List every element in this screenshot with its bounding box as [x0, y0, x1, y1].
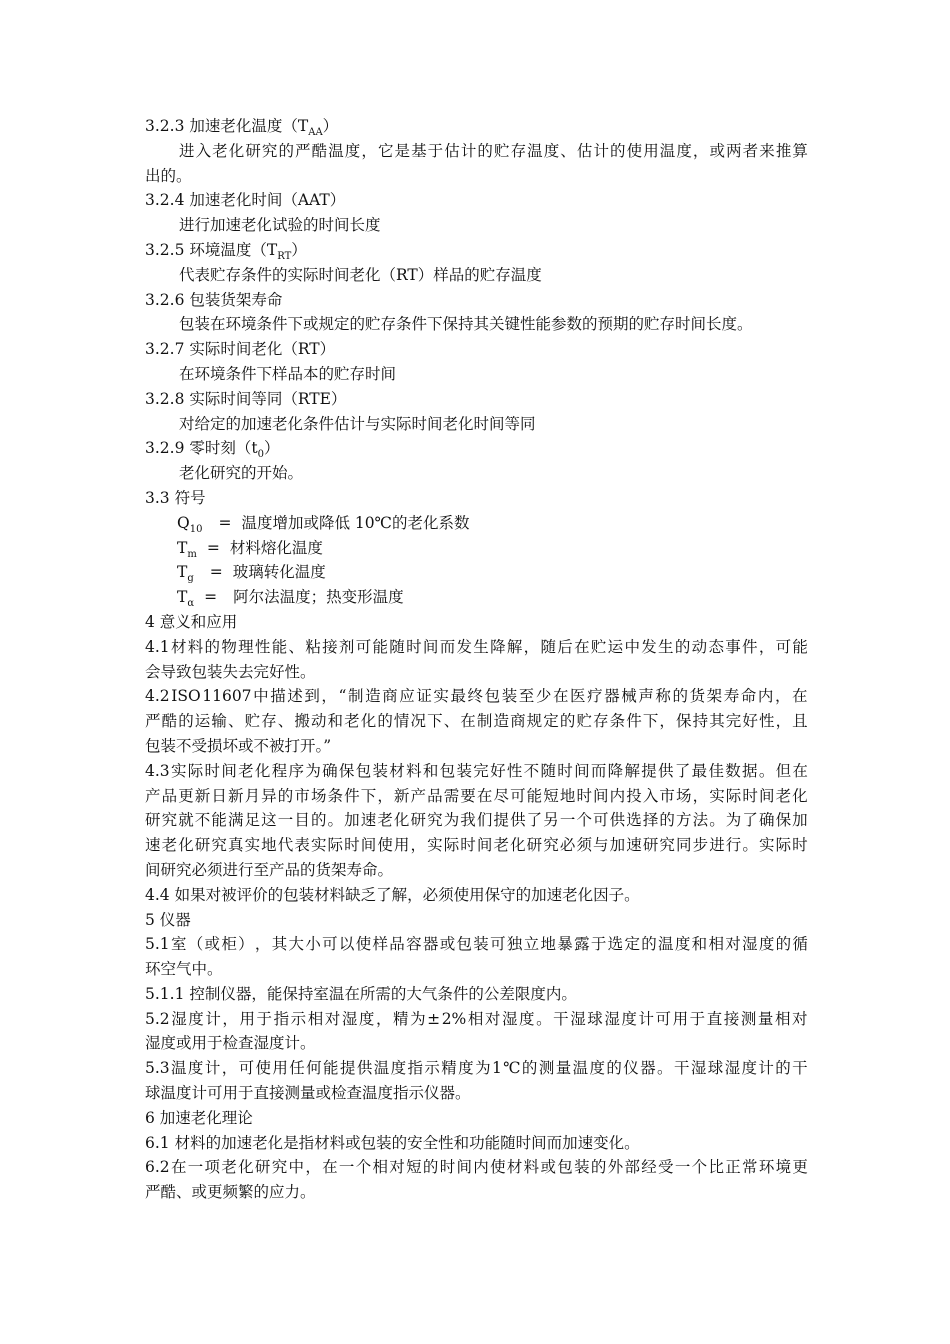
paragraph-line: 速 老 化 研 究 真 实 地 代 表 实 际 时 间 使 用 ， 实 际 时 间 老 化 研 究 必 须 与 加 速 研 究 同 步 进 行 。 实 际 时 — [145, 836, 808, 855]
paragraph-line: 球温度计可用于直接测量或检查温度指示仪器。 — [145, 1084, 471, 1103]
paragraph-line: 包装不受损坏或不被打开。” — [145, 736, 332, 755]
section-3-2-3-body-line1: 进 入 老 化 研 究 的 严 酷 温 度 ， 它 是 基 于 估 计 的 贮 存 温 度 、 估 计 的 使 用 温 度 ， 或 两 者 来 推 算 — [179, 141, 808, 160]
paragraph-line: 5.1.1 控制仪器，能保持室温在所需的大气条件的公差限度内。 — [145, 984, 577, 1003]
section-4-2-paragraph — [145, 684, 808, 758]
section-6-heading: 6 加速老化理论 — [145, 1108, 253, 1127]
paragraph-line: 5.3 温 度 计 ， 可 使 用 任 何 能 提 供 温 度 指 示 精 度 为 1 ℃ 的 测 量 温 度 的 仪 器 。 干 湿 球 湿 度 计 的 干 — [145, 1059, 808, 1078]
section-3-2-7-body: 在环境条件下样品本的贮存时间 — [179, 364, 397, 383]
section-4-4-paragraph — [145, 883, 808, 908]
paragraph-line: 会导致包装失去完好性。 — [145, 662, 316, 681]
section-3-2-6-heading: 3.2.6 包装货架寿命 — [145, 290, 283, 309]
paragraph-line: 4.3 实 际 时 间 老 化 程 序 为 确 保 包 装 材 料 和 包 装 完 好 性 不 随 时 间 而 降 解 提 供 了 最 佳 数 据 。 但 在 — [145, 761, 808, 780]
section-5-1-1-paragraph — [145, 982, 808, 1007]
paragraph-line: 4.4 如果对被评价的包装材料缺乏了解，必须使用保守的加速老化因子。 — [145, 885, 640, 904]
symbol-tm: $T_m$ = 材料熔化温度 — [177, 538, 323, 560]
section-3-2-7-heading: 3.2.7 实际时间老化（RT） — [145, 340, 336, 359]
paragraph-line: 研 究 就 不 能 满 足 这 一 目 的 。 加 速 老 化 研 究 为 我 们 提 供 了 另 一 个 可 供 选 择 的 方 法 。 为 了 确 保 加 — [145, 811, 808, 830]
section-3-2-8-heading: 3.2.8 实际时间等同（RTE） — [145, 389, 347, 408]
section-3-2-3-heading: 3.2.3 加速老化温度$(T_{AA})$ — [145, 117, 339, 138]
section-3-2-5-heading: 3.2.5 环境温度$(T_{RT})$ — [145, 240, 307, 262]
section-3-2-6-body: 包装在环境条件下或规定的贮存条件下保持其关键性能参数的预期的贮存时间长度。 — [179, 315, 753, 334]
paragraph-line: 产 品 更 新 日 新 月 异 的 市 场 条 件 下 ， 新 产 品 需 要 在 尽 可 能 短 地 时 间 内 投 入 市 场 ， 实 际 时 间 老 化 — [145, 786, 808, 805]
paragraph-line: 4.1 材 料 的 物 理 性 能 、 粘 接 剂 可 能 随 时 间 而 发 生 降 解 ， 随 后 在 贮 运 中 发 生 的 动 态 事 件 ， 可 能 — [145, 637, 808, 656]
paragraph-line: 环空气中。 — [145, 960, 223, 979]
paragraph-line: 6.1 材料的加速老化是指材料或包装的安全性和功能随时间而加速变化。 — [145, 1133, 640, 1152]
section-3-2-9-body: 老化研究的开始。 — [179, 464, 304, 483]
section-3-2-4-body: 进行加速老化试验的时间长度 — [179, 216, 381, 235]
section-5-3-paragraph — [145, 1056, 808, 1106]
symbol-q10: $Q_{10}$ = 温度增加或降低 10℃的老化系数 — [177, 513, 470, 535]
section-3-2-4-heading: 3.2.4 加速老化时间（AAT） — [145, 191, 346, 210]
section-3-2-9-heading: 3.2.9 零时刻$(t_0)$ — [145, 439, 280, 461]
section-3-3-heading: 3.3 符号 — [145, 488, 206, 507]
paragraph-line: 严 酷 的 运 输 、 贮 存 、 搬 动 和 老 化 的 情 况 下 、 在 制 造 商 规 定 的 贮 存 条 件 下 ， 保 持 其 完 好 性 ， 且 — [145, 712, 808, 731]
section-4-1-paragraph — [145, 635, 808, 685]
paragraph-line: 5.2 湿 度 计 ， 用 于 指 示 相 对 湿 度 ， 精 为 ± 2% 相 对 湿 度 。 干 湿 球 湿 度 计 可 用 于 直 接 测 量 相 对 — [145, 1009, 808, 1028]
paragraph-line: 4.2 ISO 11607 中 描 述 到 ， “ 制 造 商 应 证 实 最 终 包 装 至 少 在 医 疗 器 械 声 称 的 货 架 寿 命 内 ， 在 — [145, 687, 808, 706]
paragraph-line: 5.1 室 （ 或 柜 ） ， 其 大 小 可 以 使 样 品 容 器 或 包 装 可 独 立 地 暴 露 于 选 定 的 温 度 和 相 对 湿 度 的 循 — [145, 935, 808, 954]
section-5-1-paragraph — [145, 932, 808, 982]
document-page — [145, 114, 808, 1205]
section-4-3-paragraph — [145, 759, 808, 883]
section-3-2-8-body: 对给定的加速老化条件估计与实际时间老化时间等同 — [179, 414, 536, 433]
symbol-tg: $T_g$ = 玻璃转化温度 — [177, 563, 326, 585]
section-3-2-5-body: 代表贮存条件的实际时间老化（RT）样品的贮存温度 — [179, 265, 542, 284]
section-3-2-3-body-line2: 出的。 — [145, 166, 192, 185]
section-6-2-paragraph — [145, 1155, 808, 1205]
paragraph-line: 6.2 在 一 项 老 化 研 究 中 ， 在 一 个 相 对 短 的 时 间 内 使 材 料 或 包 装 的 外 部 经 受 一 个 比 正 常 环 境 更 — [145, 1158, 808, 1177]
symbol-talpha: $T_\alpha$ = 阿尔法温度；热变形温度 — [177, 588, 404, 610]
paragraph-line: 湿度或用于检查湿度计。 — [145, 1034, 316, 1053]
section-5-2-paragraph — [145, 1007, 808, 1057]
section-6-1-paragraph — [145, 1131, 808, 1156]
section-4-heading: 4 意义和应用 — [145, 612, 238, 631]
section-5-heading: 5 仪器 — [145, 910, 191, 929]
paragraph-line: 间研究必须进行至产品的货架寿命。 — [145, 860, 394, 879]
paragraph-line: 严酷、或更频繁的应力。 — [145, 1183, 316, 1202]
